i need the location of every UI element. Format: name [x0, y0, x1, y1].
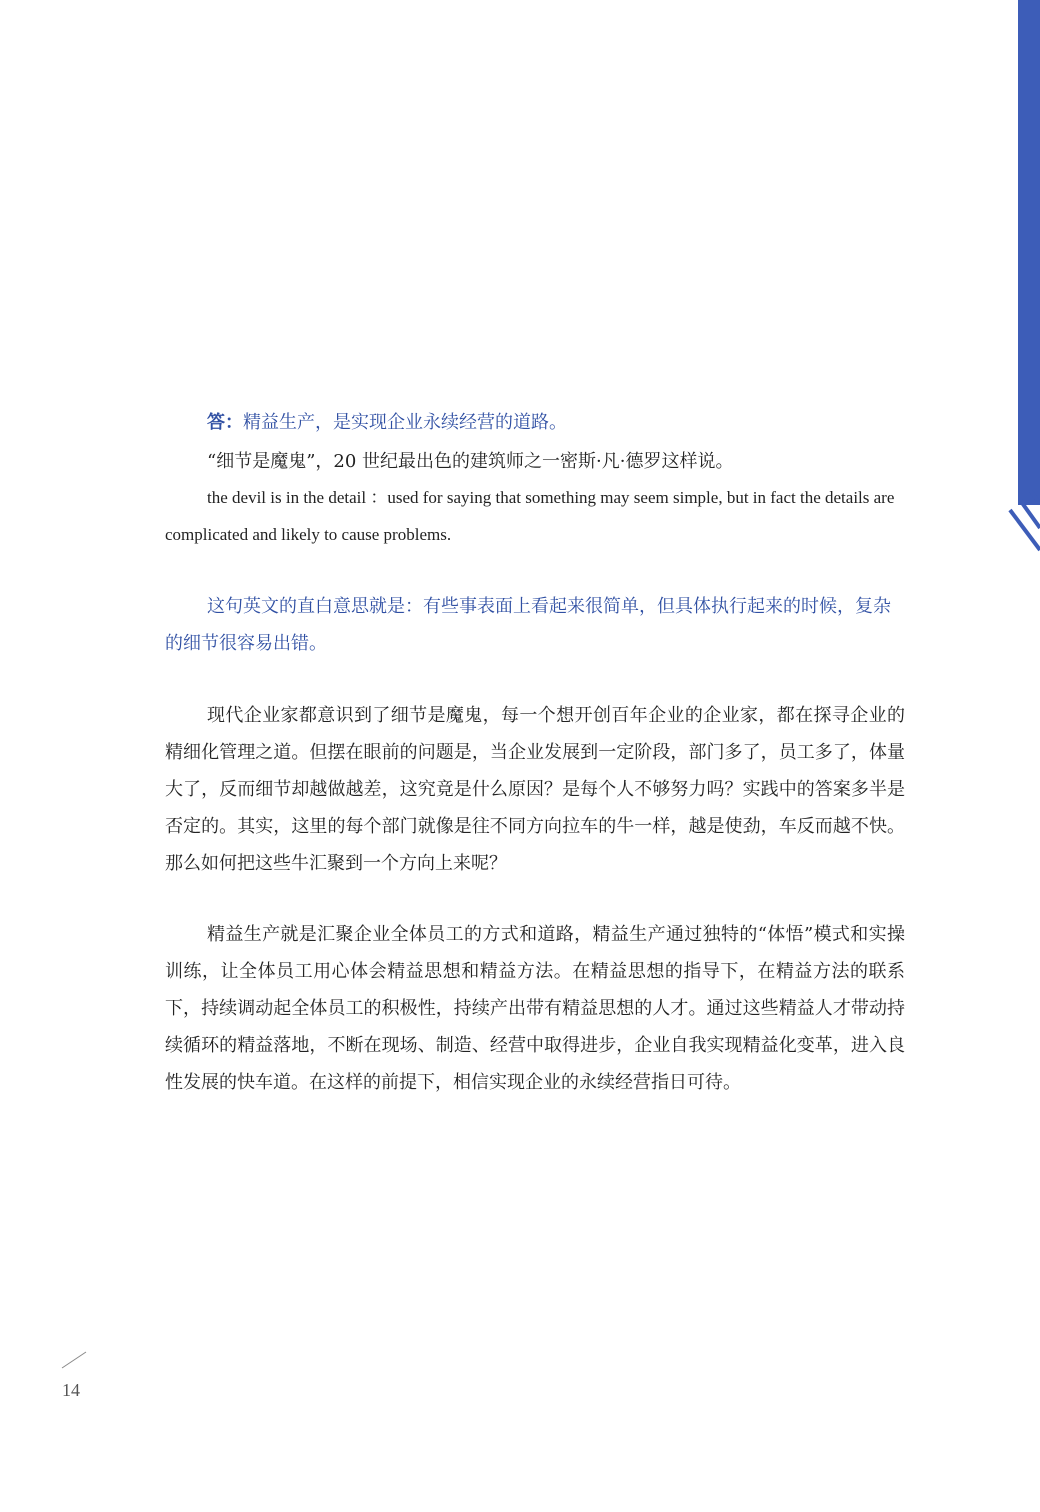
side-stripe-decoration — [1000, 490, 1040, 560]
explanation-paragraph: 这句英文的直白意思就是：有些事表面上看起来很简单，但具体执行起来的时候，复杂的细节很容易出错。 — [165, 596, 891, 654]
quote-line: “细节是魔鬼”，20 世纪最出色的建筑师之一密斯·凡·德罗这样说。 — [207, 451, 734, 472]
side-accent-band — [1018, 0, 1040, 505]
body-paragraph-2: 精益生产就是汇聚企业全体员工的方式和道路，精益生产通过独特的“体悟”模式和实操训练，让全体员工用心体会精益思想和精益方法。在精益思想的指导下，在精益方法的联系下，持续调动起全体员工的积极性，持续产出带有精益思想的人才。通过这些精益人才带动持续循环的精益落地，不断在现场、制造、经营中取得进步，企业自我实现精益化变革，进入良性发展的快车道。在这样的前提下，相信实现企业的永续经营指日可待。 — [165, 924, 905, 1093]
answer-label: 答： — [207, 412, 243, 433]
english-definition: the devil is in the detail ：used for saying that something may seem simple, but in fact the details are complicated and likely to cause problems. — [165, 488, 895, 544]
page-number-slash-icon — [60, 1350, 90, 1370]
page-number: 14 — [62, 1380, 80, 1400]
body-paragraph-1: 现代企业家都意识到了细节是魔鬼，每一个想开创百年企业的企业家，都在探寻企业的精细化管理之道。但摆在眼前的问题是，当企业发展到一定阶段，部门多了，员工多了，体量大了，反而细节却越做越差，这究竟是什么原因？是每个人不够努力吗？实践中的答案多半是否定的。其实，这里的每个部门就像是往不同方向拉车的牛一样，越是使劲，车反而越不快。那么如何把这些牛汇聚到一个方向上来呢？ — [165, 705, 905, 874]
answer-text: 精益生产，是实现企业永续经营的道路。 — [243, 412, 567, 433]
answer-line — [165, 404, 905, 441]
